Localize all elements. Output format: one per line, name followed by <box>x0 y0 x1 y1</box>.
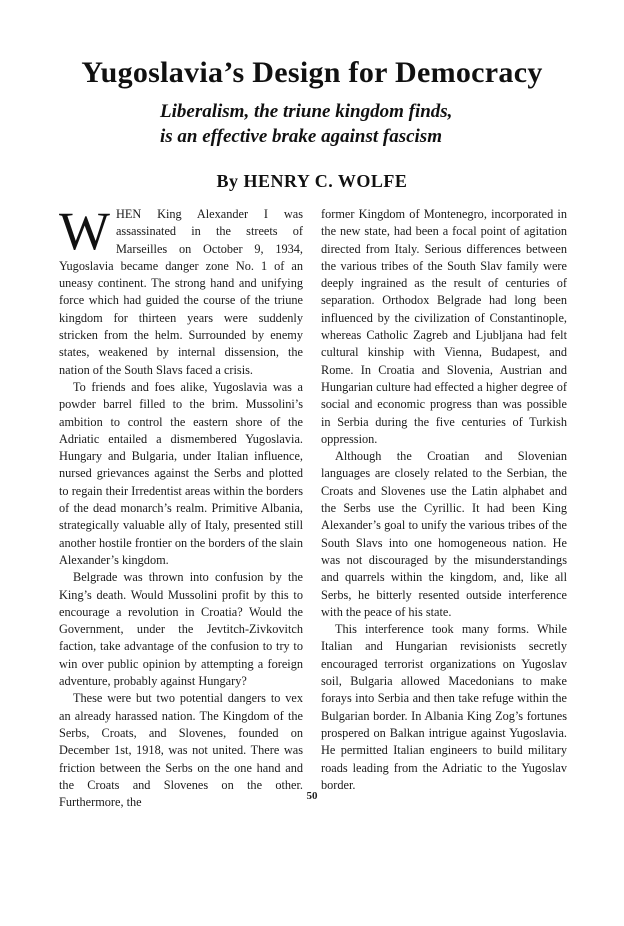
paragraph-4: These were but two potential dangers to vex an already harassed nation. The Kingdom of the Serbs, Croats, and Slovenes, founded on December 1st, 1918, was not united. There was friction between the Serbs on the one hand and the Croats and Slovenes on the other. Furthermore, the <box>59 691 303 810</box>
paragraph-2: To friends and foes alike, Yugoslavia was a powder barrel filled to the brim. Mussolini’s ambition to control the eastern shore of the Adriatic entailed a dismembered Yugoslavia. Hungary and Bulgaria, under Italian influence, nursed grievances against the Serbs and plotted to regain their Irredentist areas within the borders of the dead monarch’s realm. Primitive Albania, strategically valuable ally of Italy, presented still another hostile frontier on the borders of the slain Alexander’s kingdom. <box>59 379 303 567</box>
paragraph-7: This interference took many forms. While Italian and Hungarian revisionists secretly encouraged terrorist organizations on Yugoslav soil, Bulgaria allowed Macedonians to make forays into Serbia and then take refuge within the Bulgarian border. In Albania King Zog’s fortunes prospered on Balkan intrigue against Yugoslavia. He permitted Italian engineers to build military roads leading from the Adriatic to the Yugoslav border. <box>321 622 567 792</box>
left-column <box>59 201 303 811</box>
article-subtitle-line-2: is an effective brake against fascism <box>160 126 442 147</box>
paragraph-5: former Kingdom of Montenegro, incorporated in the new state, had been a focal point of agitation directed from Italy. Serious differences between the various tribes of the South Slav family were deeply ingrained as the result of centuries of separation. Orthodox Belgrade had long been influenced by the civilization of Constantinople, whereas Catholic Zagreb and Ljubljana had felt cultural kinship with Vienna, Budapest, and Rome. In Croatia and Slovenia, Austrian and Hungarian culture had effected a higher degree of social and economic progress than was possible in Serbia during the five centuries of Turkish oppression. <box>321 207 567 446</box>
drop-cap: W <box>59 201 110 261</box>
article-title: Yugoslavia’s Design for Democracy <box>81 56 543 89</box>
right-column <box>321 206 567 794</box>
paragraph-3: Belgrade was thrown into confusion by the King’s death. Would Mussolini profit by this to encourage a revolution in Croatia? Would the Government, under the Jevtitch-Zivkovitch faction, take advantage of the confusion to try to win over public opinion by attempting a foreign adventure, probably against Hungary? <box>59 570 303 689</box>
page-number: 50 <box>306 790 318 802</box>
article-subtitle-line-1: Liberalism, the triune kingdom finds, <box>160 101 453 122</box>
paragraph-6: Although the Croatian and Slovenian languages are closely related to the Serbian, the Croats and Slovenes use the Latin alphabet and the Serbs use the Cyrillic. It had been King Alexander’s goal to unify the various tribes of the South Slavs into one homogeneous nation. He was not discouraged by the misunderstandings and quarrels within the kingdom, and, like all Serbs, he bitterly resented outside interference with the peace of his state. <box>321 449 567 619</box>
article-byline: By HENRY C. WOLFE <box>216 171 408 191</box>
paragraph-1: WHEN King Alexander I was assassinated in the streets of Marseilles on October 9, 1934, Yugoslavia became danger zone No. 1 of an uneasy continent. The strong hand and unifying force which had guided the course of the triune kingdom for thirteen years were suddenly stricken from the helm. Surrounded by enemy states, weakened by internal dissension, the nation of the South Slavs faced a crisis. <box>59 201 303 377</box>
